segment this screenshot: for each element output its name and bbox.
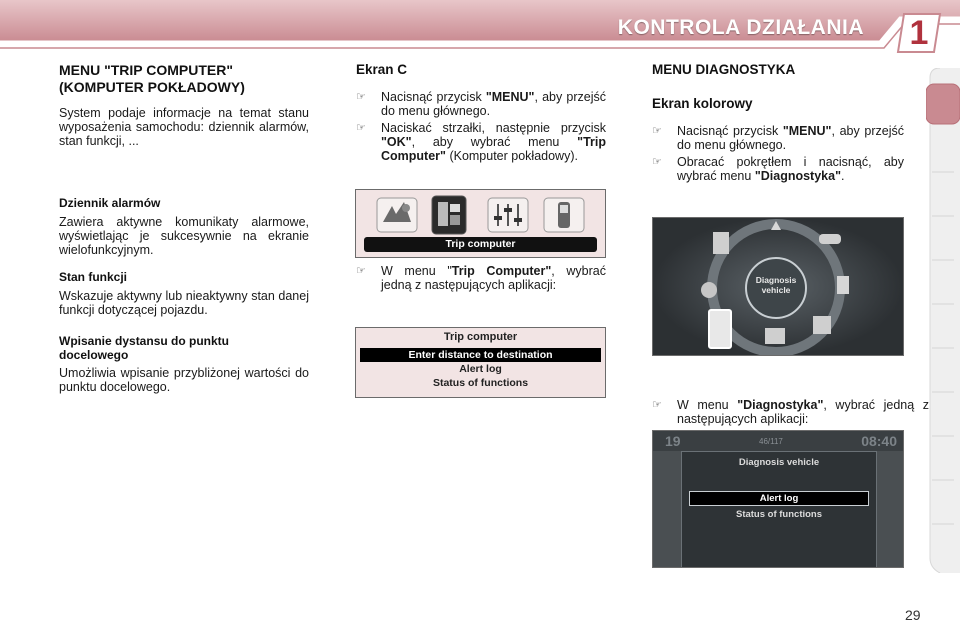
pointing-hand-icon: ☞ xyxy=(652,125,662,137)
diagnosis-panel-title: Diagnosis vehicle xyxy=(738,457,820,468)
instruction-step: ☞ W menu "Trip Computer", wybrać jedną z następujących aplikacji: xyxy=(356,264,606,292)
fuel-icon xyxy=(837,276,849,294)
instruction-step: ☞ Nacisnąć przycisk "MENU", aby przejść do menu głównego. xyxy=(356,90,606,118)
menu-selected-label: Trip computer xyxy=(445,238,516,250)
color-screen-diagnosis-submenu xyxy=(652,430,904,568)
diagnostics-column xyxy=(652,62,904,183)
tools-icon xyxy=(765,328,785,344)
section-title: Wpisanie dystansu do punktu docelowego xyxy=(59,334,230,362)
status-left: 19 xyxy=(665,433,681,449)
screen-c-trip-computer-submenu xyxy=(355,327,606,398)
status-clock: 08:40 xyxy=(861,433,897,449)
instruction-step: ☞ W menu "Diagnostyka", wybrać jedną z następujących aplikacji: xyxy=(652,398,929,426)
col1-intro: System podaje informacje na temat stanu wyposażenia samochodu: dziennik alarmów, stan funkcji, ... xyxy=(59,106,309,148)
audio-telematics-icon xyxy=(377,198,417,232)
section-title: Dziennik alarmów xyxy=(59,196,161,210)
car-icon xyxy=(819,234,841,244)
section-text: Zawiera aktywne komunikaty alarmowe, wyświetlając je sukcesywnie na ekranie wielofunkcyjnym. xyxy=(59,215,309,257)
col2-heading: Ekran C xyxy=(356,62,408,77)
settings-icon xyxy=(813,316,831,334)
pointing-hand-icon: ☞ xyxy=(652,399,662,411)
diagnosis-item-alert-log: Alert log xyxy=(689,491,869,506)
pointing-hand-icon: ☞ xyxy=(652,156,662,168)
page-number: 29 xyxy=(905,607,921,623)
section-distance-destination xyxy=(59,334,309,394)
page-title: KONTROLA DZIAŁANIA xyxy=(617,16,864,39)
pointing-hand-icon: ☞ xyxy=(356,265,366,277)
submenu-item-status-functions: Status of functions xyxy=(432,377,529,389)
submenu-item-alert-log: Alert log xyxy=(459,363,502,375)
gps-icon xyxy=(701,282,717,298)
status-mid: 46/117 xyxy=(759,437,783,446)
col1-heading-line1: MENU "TRIP COMPUTER" xyxy=(59,62,234,78)
section-text: Umożliwia wpisanie przybliżonej wartości do punktu docelowego. xyxy=(59,366,309,394)
submenu-item-enter-distance: Enter distance to destination xyxy=(360,348,601,362)
instruction-step: ☞ Naciskać strzałki, następnie przycisk "OK", aby wybrać menu "Trip Computer" (Komputer pokładowy). xyxy=(356,121,606,163)
instruction-step: ☞ Obracać pokrętłem i nacisnąć, aby wybrać menu "Diagnostyka". xyxy=(652,155,904,183)
submenu-title: Trip computer xyxy=(443,331,518,343)
col3-subheading: Ekran kolorowy xyxy=(652,96,753,111)
trip-computer-icon xyxy=(432,196,466,234)
section-alert-log xyxy=(59,196,309,257)
screen-c-column xyxy=(356,62,606,163)
color-screen-diagnosis-wheel xyxy=(652,217,904,356)
col3-heading: MENU DIAGNOSTYKA xyxy=(652,62,796,77)
section-title: Stan funkcji xyxy=(59,270,128,284)
settings-sliders-icon xyxy=(488,198,528,232)
chapter-number: 1 xyxy=(909,14,929,52)
diagnosis-item-status-functions: Status of functions xyxy=(735,509,823,520)
section-status-functions xyxy=(59,270,309,317)
screen-c-main-menu xyxy=(355,189,606,258)
pointing-hand-icon: ☞ xyxy=(356,122,366,134)
service-icon xyxy=(709,310,731,348)
trip-computer-column xyxy=(59,62,309,148)
telephone-icon xyxy=(544,198,584,232)
pointing-hand-icon: ☞ xyxy=(356,91,366,103)
section-text: Wskazuje aktywny lub nieaktywny stan danej funkcji dotyczącej pojazdu. xyxy=(59,289,309,317)
books-icon xyxy=(713,232,729,254)
chapter-tab-strip xyxy=(926,68,960,573)
col1-heading-line2: (KOMPUTER POKŁADOWY) xyxy=(59,79,245,95)
instruction-step: ☞ Nacisnąć przycisk "MENU", aby przejść do menu głównego. xyxy=(652,124,904,152)
wheel-center-label: Diagnosis vehicle xyxy=(755,275,797,295)
